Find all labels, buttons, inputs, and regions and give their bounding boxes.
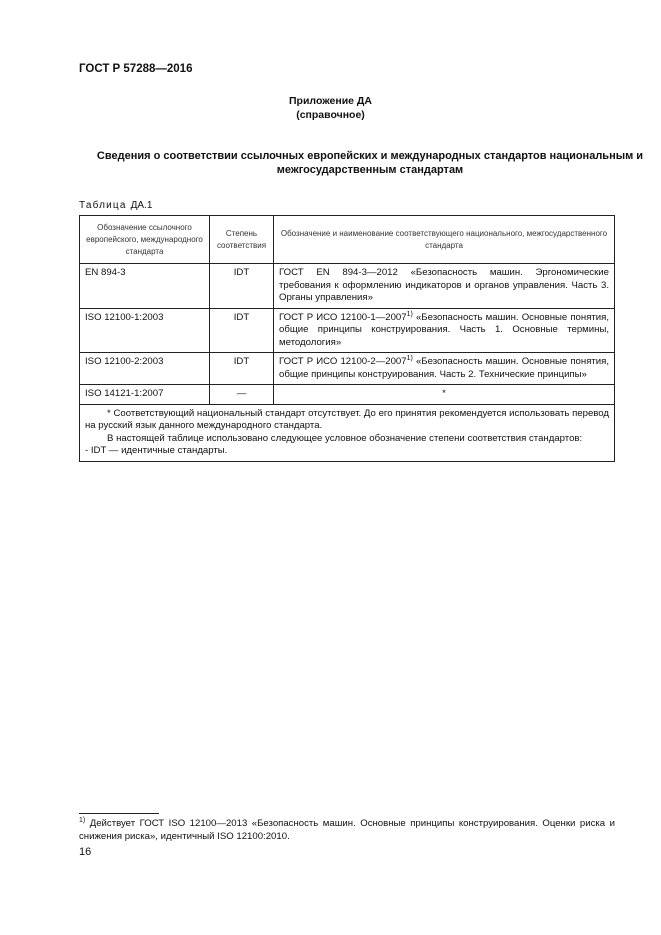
- page-number: 16: [79, 846, 92, 858]
- table-caption: [79, 200, 152, 211]
- footnote-reference: 1): [406, 310, 413, 318]
- national-designation: ГОСТ Р ИСО 12100-1—2007: [279, 311, 407, 323]
- national-title: «Безопасность машин. Основные понятия, общие принципы конструирования. Часть 2. Технические принципы»: [279, 356, 610, 380]
- national-designation: ГОСТ Р ИСО 12100-2—2007: [279, 356, 407, 367]
- national-designation: ГОСТ EN 894-3—2012 «Безопасность машин. Эргономические требования к оформлению индикаторов и органов управления. Часть 3. Органы управления»: [279, 267, 609, 303]
- national-title: «Безопасность машин. Основные понятия, общие принципы конструирования. Часть 1. Основные термины, методология»: [279, 311, 610, 348]
- cell-degree: —: [210, 385, 274, 405]
- footnote-reference: 1): [406, 354, 413, 362]
- cell-national: *: [274, 385, 615, 405]
- correspondence-table: [79, 215, 615, 462]
- table-row: [80, 385, 615, 405]
- header-degree: Степень соответствия: [210, 216, 274, 264]
- footnote-mark: 1): [79, 816, 86, 824]
- cell-reference: ISO 12100-2:2003: [80, 353, 210, 385]
- footnote-text: Действует ГОСТ ISO 12100—2013 «Безопасность машин. Основные принципы конструирования. Оценки риска и снижения риска», идентичный ISO 12100:2010.: [79, 818, 615, 842]
- table-note: [80, 404, 615, 461]
- cell-degree: IDT: [210, 353, 274, 385]
- cell-degree: IDT: [210, 308, 274, 353]
- note-absent-standard: * Соответствующий национальный стандарт отсутствует. До его принятия рекомендуется использовать перевод на русский язык данного международного стандарта.: [85, 407, 609, 431]
- table-caption-label: Таблица: [79, 200, 127, 211]
- cell-reference: ISO 12100-1:2003: [80, 308, 210, 353]
- cell-degree: IDT: [210, 264, 274, 309]
- appendix-subtitle: (справочное): [296, 109, 365, 121]
- document-code: ГОСТ Р 57288—2016: [79, 63, 193, 75]
- note-idt: - IDT — идентичные стандарты.: [85, 445, 228, 456]
- table-caption-number: ДА.1: [130, 200, 153, 211]
- cell-national: [274, 308, 615, 353]
- appendix-title: Приложение ДА: [289, 95, 372, 107]
- footnote-separator: [79, 813, 159, 814]
- cell-national: [274, 264, 615, 309]
- table-note-row: [80, 404, 615, 461]
- footnote: [79, 817, 615, 843]
- section-title: Сведения о соответствии ссылочных европейских и международных стандартов национальным и межгосударственным стандартам: [96, 150, 644, 176]
- appendix-heading: [0, 94, 661, 122]
- table-row: [80, 308, 615, 353]
- cell-reference: ISO 14121-1:2007: [80, 385, 210, 405]
- table-header-row: [80, 216, 615, 264]
- header-reference-standard: Обозначение ссылочного европейского, международного стандарта: [80, 216, 210, 264]
- header-national-standard: Обозначение и наименование соответствующего национального, межгосударственного стандарта: [274, 216, 615, 264]
- cell-reference: EN 894-3: [80, 264, 210, 309]
- table-row: [80, 264, 615, 309]
- note-conventions: В настоящей таблице использовано следующее условное обозначение степени соответствия стандартов:: [107, 432, 583, 444]
- table-row: [80, 353, 615, 385]
- cell-national: [274, 353, 615, 385]
